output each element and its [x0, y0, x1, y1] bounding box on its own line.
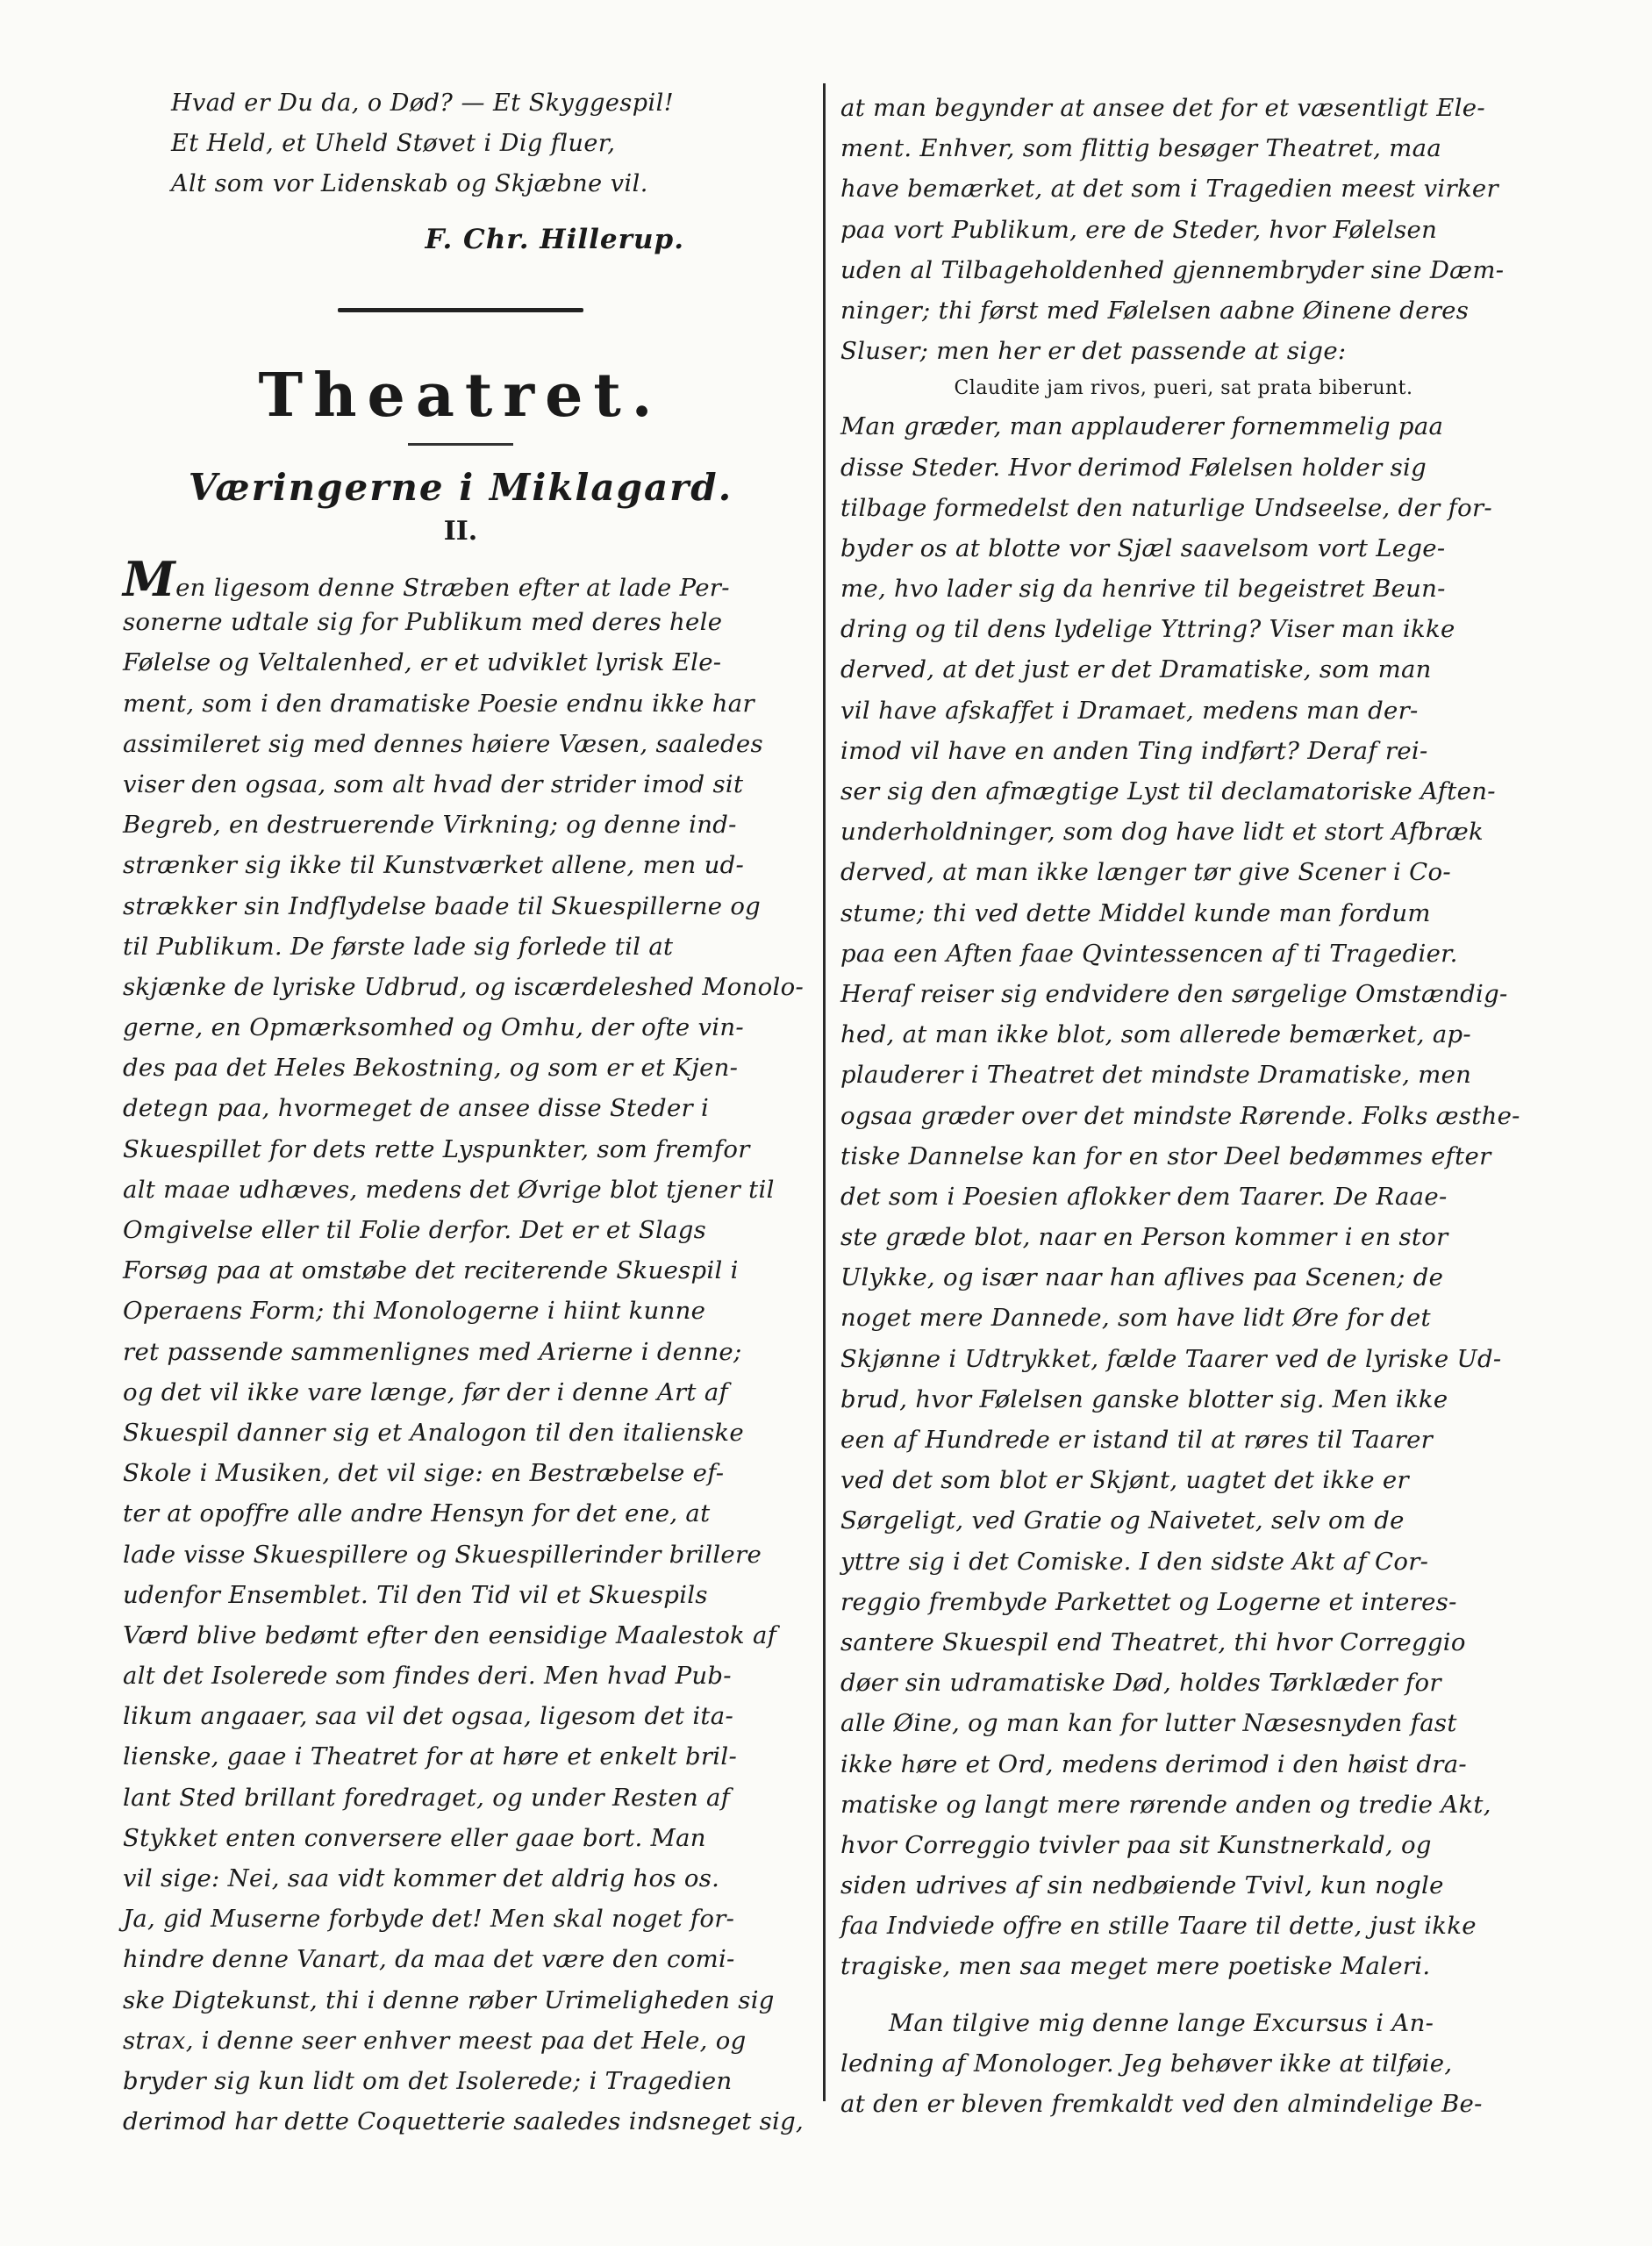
- text-line: gerne, en Opmærksomhed og Omhu, der ofte vin-: [123, 1013, 745, 1042]
- text-line: noget mere Dannede, som have lidt Øre for det: [840, 1304, 1431, 1333]
- text-line: strax, i denne seer enhver meest paa det Hele, og: [123, 2026, 747, 2055]
- poem-stanza: [171, 83, 798, 204]
- text-line: ret passende sammenlignes med Arierne i denne;: [123, 1337, 742, 1366]
- text-line: likum angaaer, saa vil det ogsaa, ligesom det ita-: [123, 1702, 734, 1731]
- text-line: disse Steder. Hvor derimod Følelsen holder sig: [840, 453, 1427, 482]
- text-line: Omgivelse eller til Folie derfor. Det er et Slags: [123, 1216, 707, 1244]
- text-line: Sørgeligt, ved Gratie og Naivetet, selv om de: [840, 1506, 1405, 1535]
- text-line: viser den ogsaa, som alt hvad der strider imod sit: [123, 769, 744, 798]
- text-line: og det vil ikke vare længe, før der i denne Art af: [123, 1377, 728, 1406]
- text-line: sonerne udtale sig for Publikum med deres hele: [123, 608, 723, 637]
- text-line: ter at opoffre alle andre Hensyn for det ene, at: [123, 1499, 711, 1528]
- text-line: Begreb, en destruerende Virkning; og denne ind-: [123, 811, 737, 840]
- text-line: skjænke de lyriske Udbrud, og iscærdeleshed Monolo-: [123, 972, 805, 1001]
- text-line: ment, som i den dramatiske Poesie endnu ikke har: [123, 689, 754, 718]
- text-line: Skjønne i Udtrykket, fælde Taarer ved de lyriske Ud-: [840, 1344, 1502, 1373]
- text-line: strækker sin Indflydelse baade til Skuespillerne og: [123, 891, 762, 920]
- text-line: yttre sig i det Comiske. I den sidste Akt af Cor-: [840, 1547, 1429, 1576]
- text-line: tragiske, men saa meget mere poetiske Maleri.: [840, 1952, 1431, 1981]
- text-line: Følelse og Veltalenhed, er et udviklet lyrisk Ele-: [123, 648, 722, 677]
- text-line: alt maae udhæves, medens det Øvrige blot tjener til: [123, 1175, 775, 1204]
- text-line: stume; thi ved dette Middel kunde man fordum: [840, 898, 1431, 927]
- latin-quote: Claudite jam rivos, pueri, sat prata biberunt.: [954, 377, 1413, 400]
- text-line: vil have afskaffet i Dramaet, medens man der-: [840, 696, 1419, 725]
- text-line: ninger; thi først med Følelsen aabne Øinene deres: [840, 296, 1470, 325]
- text-line: alle Øine, og man kan for lutter Næsesnyden fast: [840, 1709, 1457, 1738]
- poem-author: F. Chr. Hillerup.: [425, 224, 684, 255]
- text-line: tilbage formedelst den naturlige Undseelse, der for-: [840, 493, 1492, 522]
- text-line: assimileret sig med dennes høiere Væsen, saaledes: [123, 729, 763, 758]
- text-line: Forsøg paa at omstøbe det reciterende Skuespil i: [123, 1256, 739, 1285]
- text-line: Operaens Form; thi Monologerne i hiint kunne: [123, 1297, 706, 1326]
- text-line: imod vil have en anden Ting indført? Deraf rei-: [840, 736, 1428, 765]
- part-number: II.: [443, 516, 478, 547]
- text-line: det som i Poesien aflokker dem Taarer. De Raae-: [840, 1182, 1448, 1211]
- text-line: dring og til dens lydelige Yttring? Viser man ikke: [840, 615, 1455, 644]
- poem-line: Hvad er Du da, o Død? — Et Skyggespil!: [171, 89, 675, 117]
- section-title: Theatret.: [258, 361, 663, 431]
- article-body-right-b: [840, 406, 1527, 1986]
- text-line: reggio frembyde Parkettet og Logerne et interes-: [840, 1587, 1457, 1616]
- text-line: Skole i Musiken, det vil sige: en Bestræbelse ef-: [123, 1459, 725, 1488]
- text-line: Man græder, man applauderer fornemmelig paa: [840, 412, 1444, 441]
- text-line: plauderer i Theatret det mindste Dramatiske, men: [840, 1061, 1472, 1090]
- text-line: ved det som blot er Skjønt, uagtet det ikke er: [840, 1466, 1409, 1495]
- text-line: ser sig den afmægtige Lyst til declamatoriske Aften-: [840, 777, 1496, 805]
- poem-line: Alt som vor Lidenskab og Skjæbne vil.: [171, 170, 648, 197]
- text-line: paa een Aften faae Qvintessencen af ti Tragedier.: [840, 939, 1458, 968]
- poem-line: Et Held, et Uheld Støvet i Dig fluer,: [171, 130, 616, 157]
- column-divider: [823, 83, 826, 2101]
- left-column: [123, 83, 805, 2142]
- text-line: ledning af Monologer. Jeg behøver ikke at tilføie,: [840, 2049, 1453, 2078]
- text-line: Heraf reiser sig endvidere den sørgelige Omstændig-: [840, 979, 1508, 1008]
- text-line: brud, hvor Følelsen ganske blotter sig. Men ikke: [840, 1384, 1448, 1413]
- text-line: ment. Enhver, som flittig besøger Theatret, maa: [840, 134, 1442, 163]
- text-line: uden al Tilbageholdenhed gjennembryder sine Dæm-: [840, 255, 1505, 284]
- text-line: underholdninger, som dog have lidt et stort Afbræk: [840, 818, 1484, 847]
- text-line: hindre denne Vanart, da maa det være den comi-: [123, 1945, 735, 1974]
- text-line: Men ligesom denne Stræben efter at lade Per-: [123, 551, 730, 607]
- text-line: lienske, gaae i Theatret for at høre et enkelt bril-: [123, 1742, 738, 1771]
- text-line: Ja, gid Muserne forbyde det! Men skal noget for-: [123, 1905, 735, 1934]
- text-line: at man begynder at ansee det for et væsentligt Ele-: [840, 94, 1485, 122]
- article-body-left: [123, 551, 805, 2142]
- text-line: siden udrives af sin nedbøiende Tvivl, kun nogle: [840, 1871, 1444, 1900]
- text-line: derved, at man ikke længer tør give Scener i Co-: [840, 858, 1451, 887]
- text-line: bryder sig kun lidt om det Isolerede; i Tragedien: [123, 2066, 733, 2095]
- text-line: lade visse Skuespillere og Skuespillerinder brillere: [123, 1540, 762, 1569]
- title-divider: [408, 443, 513, 446]
- section-divider: [338, 308, 583, 312]
- text-line: at den er bleven fremkaldt ved den almindelige Be-: [840, 2090, 1483, 2118]
- text-line: Skuespillet for dets rette Lyspunkter, som fremfor: [123, 1134, 750, 1163]
- text-line: des paa det Heles Bekostning, og som er et Kjen-: [123, 1054, 739, 1083]
- text-line: Skuespil danner sig et Analogon til den italienske: [123, 1418, 744, 1447]
- text-line: ske Digtekunst, thi i denne røber Urimeligheden sig: [123, 1985, 775, 2014]
- text-line: døer sin udramatiske Død, holdes Tørklæder for: [840, 1669, 1441, 1698]
- text-line: hed, at man ikke blot, som allerede bemærket, ap-: [840, 1020, 1472, 1049]
- text-line: tiske Dannelse kan for en stor Deel bedømmes efter: [840, 1141, 1491, 1170]
- text-line: Værd blive bedømt efter den eensidige Maalestok af: [123, 1620, 777, 1649]
- text-line: Stykket enten conversere eller gaae bort. Man: [123, 1823, 706, 1852]
- text-line: Man tilgive mig denne lange Excursus i An-: [889, 2008, 1434, 2037]
- text-line: til Publikum. De første lade sig forlede til at: [123, 932, 674, 961]
- text-line: santere Skuespil end Theatret, thi hvor Correggio: [840, 1627, 1466, 1656]
- text-line: faa Indviede offre en stille Taare til dette, just ikke: [840, 1912, 1477, 1941]
- text-line: ste græde blot, naar en Person kommer i en stor: [840, 1223, 1448, 1252]
- text-line: paa vort Publikum, ere de Steder, hvor Følelsen: [840, 215, 1438, 244]
- text-line: matiske og langt mere rørende anden og tredie Akt,: [840, 1790, 1491, 1819]
- drop-cap: M: [123, 551, 176, 607]
- text-line: lant Sted brillant foredraget, og under Resten af: [123, 1783, 731, 1812]
- article-subtitle: Væringerne i Miklagard.: [188, 466, 733, 509]
- text-line: ogsaa græder over det mindste Rørende. Folks æsthe-: [840, 1101, 1520, 1130]
- text-line: Ulykke, og især naar han aflives paa Scenen; de: [840, 1263, 1444, 1292]
- article-body-right-c: [840, 2003, 1527, 2125]
- right-column: [840, 88, 1527, 2124]
- text-line: byder os at blotte vor Sjæl saavelsom vort Lege-: [840, 533, 1446, 562]
- text-line: have bemærket, at det som i Tragedien meest virker: [840, 175, 1498, 204]
- article-body-right-a: [840, 88, 1527, 371]
- text-line: detegn paa, hvormeget de ansee disse Steder i: [123, 1094, 710, 1123]
- text-line: derved, at det just er det Dramatiske, som man: [840, 655, 1432, 684]
- text-line: me, hvo lader sig da henrive til begeistret Beun-: [840, 575, 1446, 604]
- text-line: een af Hundrede er istand til at røres til Taarer: [840, 1426, 1434, 1454]
- text-line: Sluser; men her er det passende at sige:: [840, 337, 1347, 366]
- text-line: hvor Correggio tvivler paa sit Kunstnerkald, og: [840, 1830, 1432, 1859]
- text-line: alt det Isolerede som findes deri. Men hvad Pub-: [123, 1662, 732, 1691]
- text-line: udenfor Ensemblet. Til den Tid vil et Skuespils: [123, 1580, 708, 1609]
- text-line: vil sige: Nei, saa vidt kommer det aldrig hos os.: [123, 1864, 720, 1892]
- text-line: derimod har dette Coquetterie saaledes indsneget sig,: [123, 2107, 805, 2136]
- text-line: ikke høre et Ord, medens derimod i den høist dra-: [840, 1749, 1467, 1778]
- text-line: strænker sig ikke til Kunstværket allene, men ud-: [123, 851, 745, 880]
